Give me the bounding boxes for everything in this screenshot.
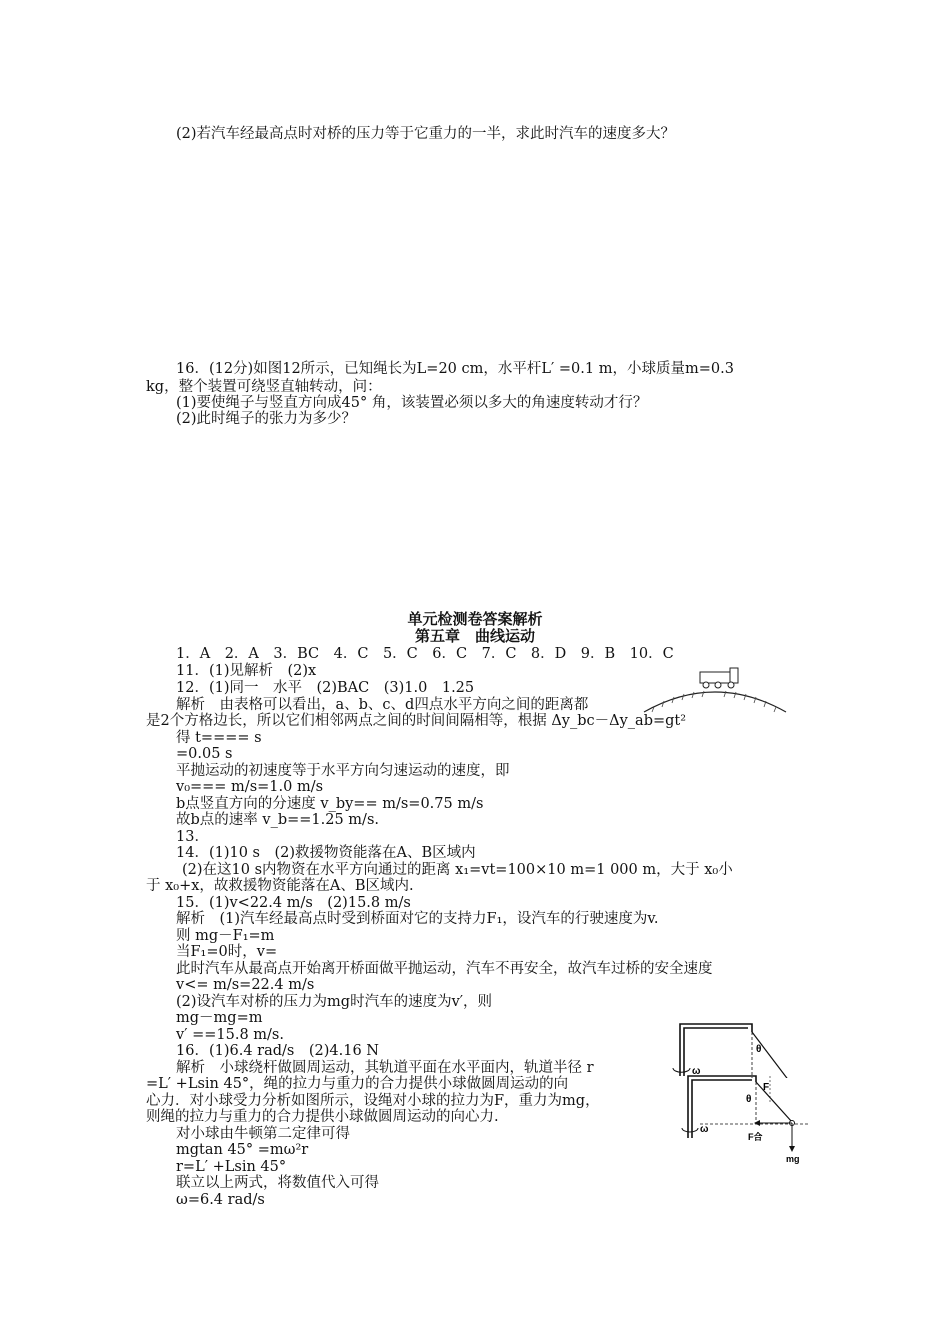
net-force-label: F合 — [748, 1132, 763, 1142]
answer-line: 解析 小球绕杆做圆周运动，其轨道平面在水平面内，轨道半径 r — [176, 1060, 594, 1076]
answer-line: 于 x₀+x，故救援物资能落在A、B区域内. — [146, 878, 414, 894]
question-16-line2: kg，整个装置可绕竖直轴转动，问： — [146, 379, 382, 395]
answer-line: mg－mg=m — [176, 1010, 263, 1026]
question-16-line1: 16．(12分)如图12所示，已知绳长为L=20 cm，水平杆L′ =0.1 m，小球质量m=0.3 — [176, 361, 734, 377]
answer-line: 12．(1)同一 水平 (2)BAC (3)1.0 1.25 — [176, 680, 475, 696]
answer-line: 则 mg－F₁=m — [176, 928, 275, 944]
answer-line: 当F₁=0时，v= — [176, 944, 278, 960]
answer-line: v<= m/s=22.4 m/s — [176, 977, 315, 993]
car-icon — [700, 668, 738, 688]
answer-line: 平抛运动的初速度等于水平方向匀速运动的速度，即 — [176, 763, 510, 779]
question-16-part1: (1)要使绳子与竖直方向成45° 角，该装置必须以多大的角速度转动才行？ — [176, 395, 648, 411]
answer-line: 15．(1)v<22.4 m/s (2)15.8 m/s — [176, 895, 411, 911]
answers-title: 单元检测卷答案解析 — [407, 610, 543, 628]
answer-line: 此时汽车从最高点开始离开桥面做平抛运动，汽车不再安全，故汽车过桥的安全速度 — [176, 961, 713, 977]
answer-line: 11．(1)见解析 (2)x — [176, 663, 317, 679]
answer-line: 13． — [176, 829, 209, 845]
answer-line: 故b点的速率 v_b==1.25 m/s. — [176, 812, 379, 828]
answer-line: ω=6.4 rad/s — [176, 1192, 265, 1208]
force-f-label: F — [763, 1082, 770, 1093]
omega-label: ω — [700, 1124, 709, 1135]
question-15-part2: (2)若汽车经最高点时对桥的压力等于它重力的一半，求此时汽车的速度多大？ — [176, 126, 676, 142]
answer-line: r=L′ +Lsin 45° — [176, 1159, 287, 1175]
answer-line: mgtan 45° =mω²r — [176, 1142, 309, 1158]
omega-label: ω — [692, 1066, 701, 1077]
answer-line: 解析 (1)汽车经最高点时受到桥面对它的支持力F₁，设汽车的行驶速度为v. — [176, 911, 659, 927]
force-analysis-figure — [680, 1072, 830, 1164]
answer-line: b点竖直方向的分速度 v_by== m/s=0.75 m/s — [176, 796, 484, 812]
answer-line: (2)在这10 s内物资在水平方向通过的距离 x₁=vt=100×10 m=1 000 m，大于 x₀小 — [182, 862, 733, 878]
answer-line: 联立以上两式，将数值代入可得 — [176, 1175, 379, 1191]
answers-chapter: 第五章 曲线运动 — [414, 627, 535, 645]
answer-line: 心力．对小球受力分析如图所示，设绳对小球的拉力为F，重力为mg， — [146, 1093, 600, 1109]
bridge-car-figure — [640, 662, 790, 714]
answer-line: =0.05 s — [176, 746, 233, 762]
answer-line: (2)设汽车对桥的压力为mg时汽车的速度为v′，则 — [176, 994, 493, 1010]
answer-line: 是2个方格边长，所以它们相邻两点之间的时间间隔相等，根据 Δy_bc－Δy_ab=gt² — [146, 713, 687, 729]
answer-line: 1．A 2．A 3．BC 4．C 5．C 6．C 7．C 8．D 9．B 10．C — [176, 646, 674, 662]
rotating-apparatus-figure — [670, 1018, 820, 1078]
gravity-label: mg — [786, 1154, 800, 1164]
theta-label: θ — [746, 1094, 752, 1105]
answer-line: 得 t==== s — [176, 730, 262, 746]
answer-line: 14．(1)10 s (2)救援物资能落在A、B区域内 — [176, 845, 476, 861]
answer-line: v₀=== m/s=1.0 m/s — [176, 779, 324, 795]
answer-line: 16．(1)6.4 rad/s (2)4.16 N — [176, 1043, 379, 1059]
answer-line: v′ ==15.8 m/s. — [176, 1027, 284, 1043]
theta-label: θ — [756, 1044, 762, 1055]
question-16-part2: (2)此时绳子的张力为多少？ — [176, 411, 357, 427]
answer-line: 解析 由表格可以看出，a、b、c、d四点水平方向之间的距离都 — [176, 697, 589, 713]
answer-line: 则绳的拉力与重力的合力提供小球做圆周运动的向心力. — [146, 1109, 499, 1125]
answer-line: 对小球由牛顿第二定律可得 — [176, 1126, 350, 1142]
answer-line: =L′ +Lsin 45°，绳的拉力与重力的合力提供小球做圆周运动的向 — [146, 1076, 569, 1092]
